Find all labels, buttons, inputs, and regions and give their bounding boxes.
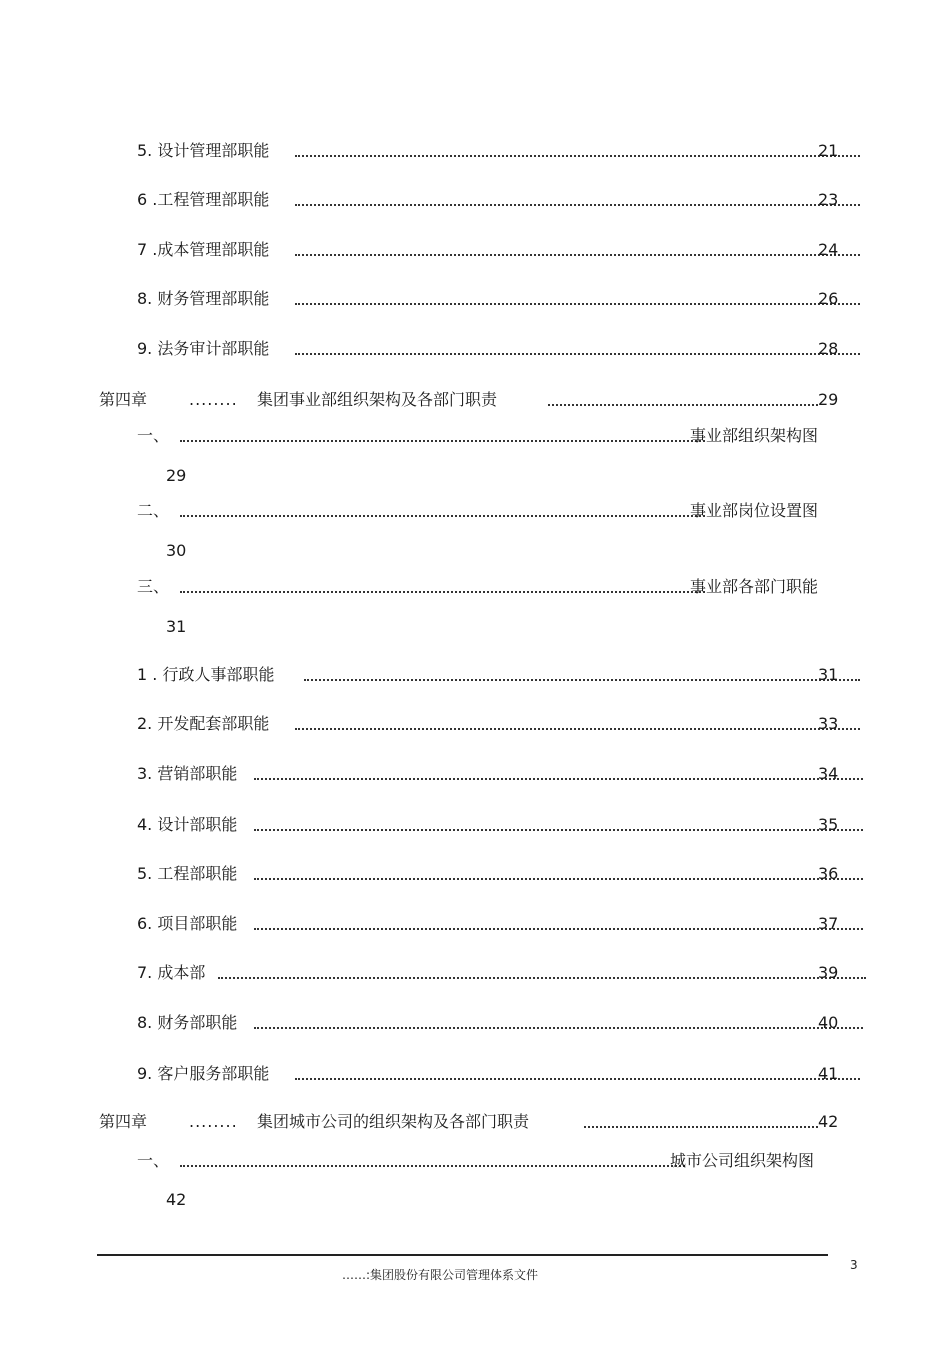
toc-leader (295, 1070, 860, 1080)
toc-entry[interactable] (0, 190, 950, 210)
toc-page-number: 37 (818, 914, 839, 933)
toc-page-number: 42 (166, 1190, 187, 1209)
toc-entry-label: 8. 财务管理部职能 (137, 289, 270, 308)
toc-page-number: 30 (166, 541, 187, 560)
chapter-dots: ........ (189, 390, 238, 409)
toc-entry-label: 3. 营销部职能 (137, 764, 238, 783)
section-title: 事业部各部门职能 (690, 577, 819, 596)
toc-entry[interactable] (0, 815, 950, 835)
toc-page-number: 21 (818, 141, 839, 160)
toc-entry[interactable] (0, 289, 950, 309)
toc-leader (254, 870, 863, 880)
toc-page-number: 26 (818, 289, 839, 308)
chapter-title: 集团城市公司的组织架构及各部门职责 (257, 1112, 530, 1131)
toc-leader (295, 345, 860, 355)
toc-entry[interactable] (0, 714, 950, 734)
toc-entry-label: 5. 工程部职能 (137, 864, 238, 883)
toc-chapter-entry[interactable] (0, 390, 950, 410)
toc-entry-label: 4. 设计部职能 (137, 815, 238, 834)
section-label: 二、 (137, 501, 170, 520)
toc-entry-label: 9. 法务审计部职能 (137, 339, 270, 358)
toc-entry-label: 8. 财务部职能 (137, 1013, 238, 1032)
footer-divider (97, 1254, 828, 1256)
toc-page-number: 29 (818, 390, 839, 409)
toc-section-entry[interactable] (0, 1151, 950, 1171)
toc-leader (180, 432, 705, 442)
chapter-dots: ........ (189, 1112, 238, 1131)
toc-leader (254, 770, 863, 780)
toc-entry[interactable] (0, 864, 950, 884)
toc-entry-label: 9. 客户服务部职能 (137, 1064, 270, 1083)
toc-page-number: 31 (166, 617, 187, 636)
toc-page-number: 39 (818, 963, 839, 982)
toc-page-number: 24 (818, 240, 839, 259)
section-label: 三、 (137, 577, 170, 596)
toc-page-number: 33 (818, 714, 839, 733)
toc-entry[interactable] (0, 963, 950, 983)
toc-entry-label: 7. 成本部 (137, 963, 206, 982)
toc-leader (180, 507, 705, 517)
footer-page-number: 3 (850, 1258, 858, 1272)
section-label: 一、 (137, 426, 170, 445)
section-title: 事业部组织架构图 (690, 426, 819, 445)
section-title: 城市公司组织架构图 (670, 1151, 815, 1170)
toc-entry[interactable] (0, 1064, 950, 1084)
toc-leader (180, 1157, 685, 1167)
toc-leader (295, 196, 860, 206)
toc-page-number: 23 (818, 190, 839, 209)
toc-entry[interactable] (0, 1013, 950, 1033)
toc-entry[interactable] (0, 914, 950, 934)
toc-page-number: 36 (818, 864, 839, 883)
toc-entry-label: 5. 设计管理部职能 (137, 141, 270, 160)
toc-page-number: 34 (818, 764, 839, 783)
toc-entry[interactable] (0, 665, 950, 685)
toc-entry-label: 2. 开发配套部职能 (137, 714, 270, 733)
toc-entry-label: 1 . 行政人事部职能 (137, 665, 275, 684)
toc-page-number: 42 (818, 1112, 839, 1131)
toc-entry[interactable] (0, 141, 950, 161)
toc-page-number: 35 (818, 815, 839, 834)
toc-leader (180, 583, 705, 593)
toc-entry-label: 7 .成本管理部职能 (137, 240, 270, 259)
toc-leader (548, 396, 818, 406)
chapter-title: 集团事业部组织架构及各部门职责 (257, 390, 498, 409)
toc-entry-label: 6. 项目部职能 (137, 914, 238, 933)
toc-leader (254, 1019, 863, 1029)
toc-entry[interactable] (0, 339, 950, 359)
chapter-label: 第四章 (99, 390, 148, 409)
toc-page-number: 28 (818, 339, 839, 358)
toc-leader (295, 720, 860, 730)
toc-entry[interactable] (0, 764, 950, 784)
toc-page-number: 40 (818, 1013, 839, 1032)
toc-leader (584, 1118, 818, 1128)
toc-entry-label: 6 .工程管理部职能 (137, 190, 270, 209)
chapter-label: 第四章 (99, 1112, 148, 1131)
toc-leader (304, 671, 860, 681)
toc-entry[interactable] (0, 240, 950, 260)
toc-section-entry[interactable] (0, 577, 950, 597)
toc-page-number: 41 (818, 1064, 839, 1083)
toc-section-entry[interactable] (0, 426, 950, 446)
footer-text: ……:集团股份有限公司管理体系文件 (342, 1268, 539, 1282)
toc-leader (254, 920, 863, 930)
toc-leader (295, 246, 860, 256)
toc-page-number: 29 (166, 466, 187, 485)
toc-leader (218, 969, 866, 979)
toc-leader (295, 295, 860, 305)
toc-chapter-entry[interactable] (0, 1112, 950, 1132)
toc-leader (295, 147, 860, 157)
toc-leader (254, 821, 863, 831)
section-title: 事业部岗位设置图 (690, 501, 819, 520)
section-label: 一、 (137, 1151, 170, 1170)
toc-page-number: 31 (818, 665, 839, 684)
toc-section-entry[interactable] (0, 501, 950, 521)
